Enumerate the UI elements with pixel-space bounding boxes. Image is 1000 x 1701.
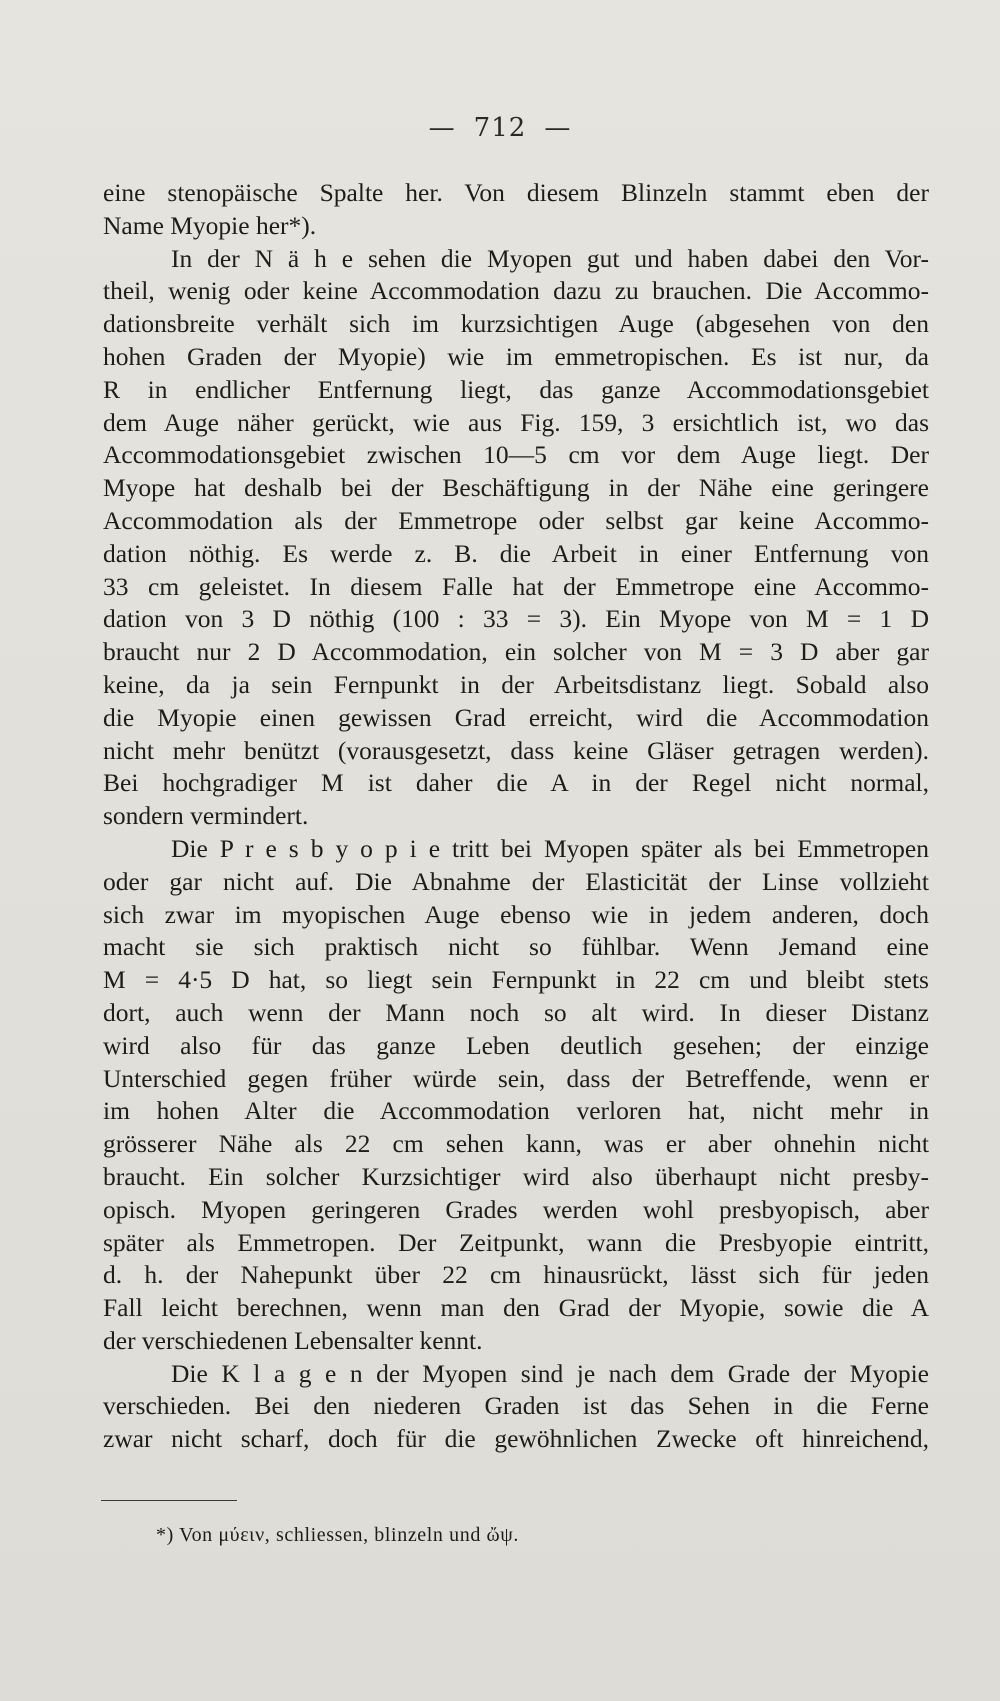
text-line: macht sie sich praktisch nicht so fühlbar. Wenn Jemand eine [103, 932, 929, 962]
text-line: Bei hochgradiger M ist daher die A in der Regel nicht normal, [103, 768, 929, 798]
text-line: verschieden. Bei den niederen Graden ist das Sehen in die Ferne [103, 1391, 929, 1421]
text-line: Name Myopie her*). [103, 210, 317, 240]
text-line: dem Auge näher gerückt, wie aus Fig. 159, 3 ersichtlich ist, wo das [103, 407, 929, 437]
text-line: 33 cm geleistet. In diesem Falle hat der Emmetrope eine Accommo- [103, 571, 929, 601]
text-line: braucht nur 2 D Accommodation, ein solcher von M = 3 D aber gar [103, 637, 929, 667]
text-line: später als Emmetropen. Der Zeitpunkt, wann die Presbyopie eintritt, [103, 1227, 929, 1257]
text-line: hohen Graden der Myopie) wie im emmetropischen. Es ist nur, da [103, 341, 929, 371]
text-line: theil, wenig oder keine Accommodation dazu zu brauchen. Die Accommo- [103, 276, 929, 306]
text-line: Accommodationsgebiet zwischen 10—5 cm vor dem Auge liegt. Der [103, 440, 929, 470]
text-line: sondern vermindert. [103, 801, 309, 831]
text-line: Fall leicht berechnen, wenn man den Grad der Myopie, sowie die A [103, 1293, 929, 1323]
text-line: Myope hat deshalb bei der Beschäftigung in der Nähe eine geringere [103, 473, 929, 503]
text-line: dort, auch wenn der Mann noch so alt wird. In dieser Distanz [103, 997, 929, 1027]
text-line: der verschiedenen Lebensalter kennt. [103, 1325, 483, 1355]
text-line: dationsbreite verhält sich im kurzsichtigen Auge (abgesehen von den [103, 309, 929, 339]
text-line: In der N ä h e sehen die Myopen gut und haben dabei den Vor- [171, 243, 929, 273]
text-line: R in endlicher Entfernung liegt, das ganze Accommodationsgebiet [103, 374, 929, 404]
text-line: Accommodation als der Emmetrope oder selbst gar keine Accommo- [103, 505, 929, 535]
text-line: nicht mehr benützt (vorausgesetzt, dass keine Gläser getragen werden). [103, 735, 929, 765]
body-text [103, 177, 929, 1456]
text-line: oder gar nicht auf. Die Abnahme der Elasticität der Linse vollzieht [103, 866, 929, 896]
text-line: keine, da ja sein Fernpunkt in der Arbeitsdistanz liegt. Sobald also [103, 669, 929, 699]
text-line: braucht. Ein solcher Kurzsichtiger wird also überhaupt nicht presby- [103, 1161, 929, 1191]
text-line: Unterschied gegen früher würde sein, dass der Betreffende, wenn er [103, 1063, 929, 1093]
page-number-value: 712 [473, 113, 527, 143]
text-line: dation von 3 D nöthig (100 : 33 = 3). Ein Myope von M = 1 D [103, 604, 929, 634]
text-line: M = 4·5 D hat, so liegt sein Fernpunkt in 22 cm und bleibt stets [103, 965, 929, 995]
text-line: eine stenopäische Spalte her. Von diesem Blinzeln stammt eben der [103, 178, 929, 207]
text-line: Die P r e s b y o p i e tritt bei Myopen später als bei Emmetropen [171, 833, 929, 863]
text-line: dation nöthig. Es werde z. B. die Arbeit in einer Entfernung von [103, 538, 929, 568]
text-line: d. h. der Nahepunkt über 22 cm hinausrückt, lässt sich für jeden [103, 1260, 929, 1290]
text-line: sich zwar im myopischen Auge ebenso wie in jedem anderen, doch [103, 899, 929, 929]
text-line: wird also für das ganze Leben deutlich gesehen; der einzige [103, 1030, 929, 1060]
text-line: Die K l a g e n der Myopen sind je nach dem Grade der Myopie [171, 1358, 929, 1388]
footnote-divider [101, 1500, 237, 1501]
footnote: *) Von μύειν, schliessen, blinzeln und ὤψ. [156, 1524, 520, 1546]
text-line: grösserer Nähe als 22 cm sehen kann, was er aber ohnehin nicht [103, 1129, 929, 1159]
text-line: zwar nicht scharf, doch für die gewöhnlichen Zwecke oft hinreichend, [103, 1424, 929, 1454]
text-line: im hohen Alter die Accommodation verloren hat, nicht mehr in [103, 1096, 929, 1126]
text-line: opisch. Myopen geringeren Grades werden wohl presbyopisch, aber [103, 1194, 929, 1224]
text-line: die Myopie einen gewissen Grad erreicht, wird die Accommodation [103, 702, 929, 732]
page-number: — 712 — [428, 113, 572, 143]
